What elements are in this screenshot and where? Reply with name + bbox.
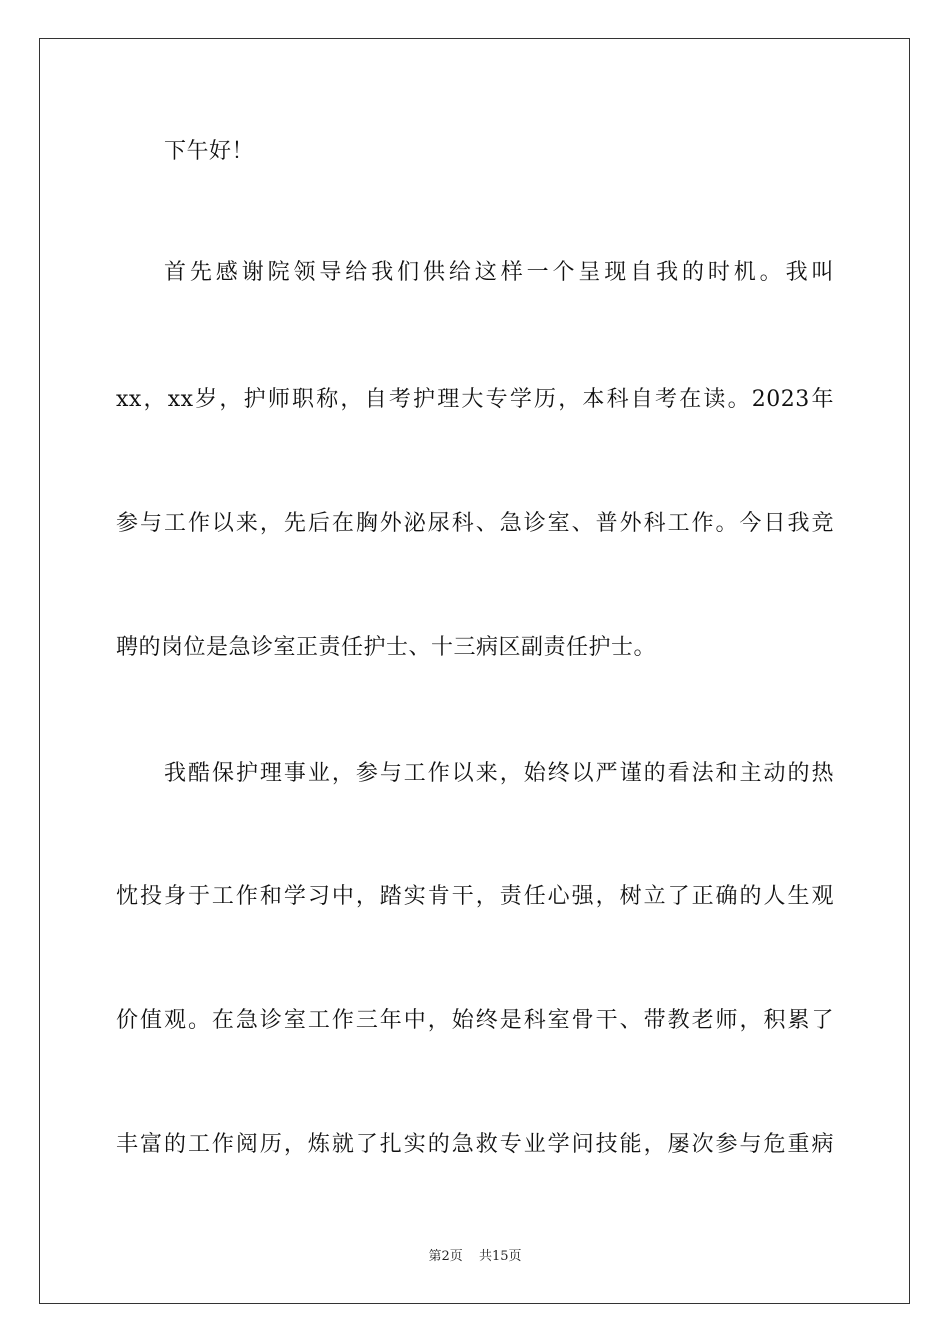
body-line-8: 丰富的工作阅历，炼就了扎实的急救专业学问技能，屡次参与危重病 [116, 1132, 834, 1157]
body-line-1: 首先感谢院领导给我们供给这样一个呈现自我的时机。我叫 [164, 260, 834, 285]
greeting-line: 下午好！ [164, 139, 255, 164]
body-line-5: 我酷保护理事业，参与工作以来，始终以严谨的看法和主动的热 [164, 761, 834, 786]
page-total: 共15页 [478, 1249, 522, 1264]
page-number: 第2页 [428, 1249, 463, 1264]
body-line-2: xx，xx岁，护师职称，自考护理大专学历，本科自考在读。2023年 [116, 387, 834, 412]
page-footer [0, 1248, 950, 1266]
body-line-3: 参与工作以来，先后在胸外泌尿科、急诊室、普外科工作。今日我竞 [116, 511, 834, 536]
body-line-4: 聘的岗位是急诊室正责任护士、十三病区副责任护士。 [116, 635, 657, 660]
body-line-6: 忱投身于工作和学习中，踏实肯干，责任心强，树立了正确的人生观 [116, 884, 834, 909]
body-line-7: 价值观。在急诊室工作三年中，始终是科室骨干、带教老师，积累了 [116, 1008, 834, 1033]
page-border [39, 38, 910, 1304]
